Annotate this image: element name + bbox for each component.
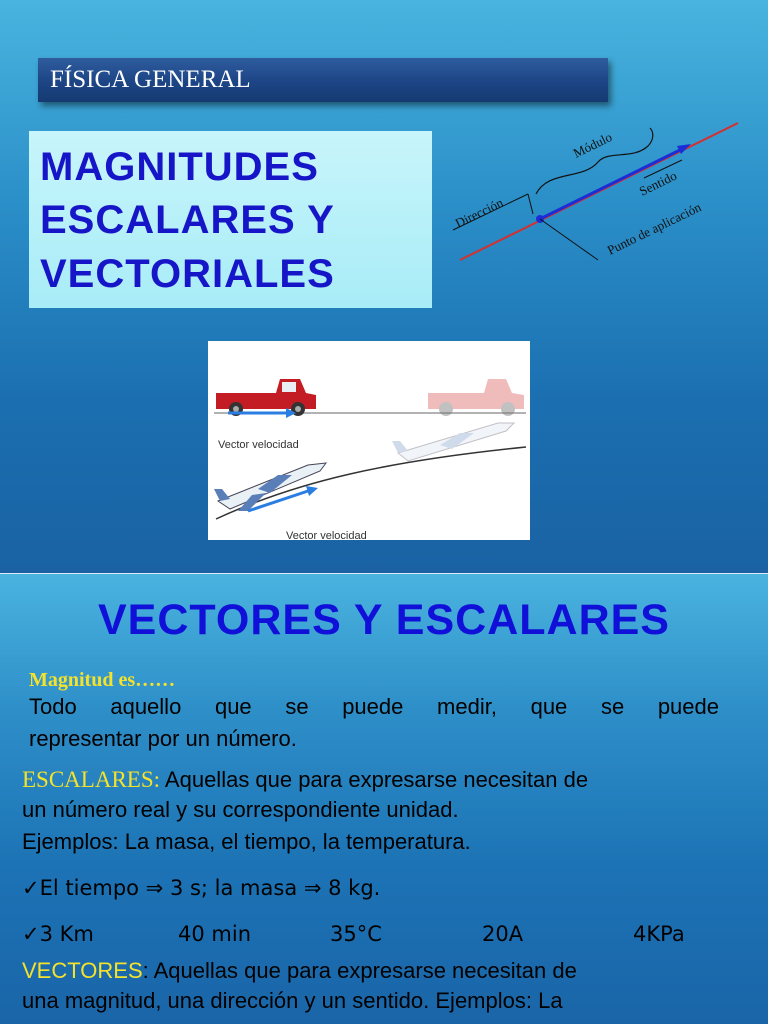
example-20a: 20A	[482, 922, 524, 946]
label-vector-velocidad-plane: Vector velocidad	[286, 530, 367, 540]
title-line-2: ESCALARES Y	[40, 198, 335, 242]
vectores-text-1: : Aquellas que para expresarse necesitan de	[142, 958, 577, 983]
escalares-line-2: un número real y su correspondiente unidad.	[22, 797, 459, 822]
magnitud-line-1: Todo aquello que se puede medir, que se puede	[29, 694, 719, 719]
vectores-line-2: una magnitud, una dirección y un sentido. Ejemplos: La	[22, 988, 563, 1013]
escalares-line-1	[22, 767, 588, 793]
course-banner	[38, 58, 608, 102]
example-4kpa: 4KPa	[633, 922, 685, 946]
slide-heading: VECTORES Y ESCALARES	[98, 596, 670, 644]
label-direccion: Dirección	[452, 194, 506, 231]
magnitud-label-text: Magnitud es……	[29, 669, 176, 691]
red-truck-icon	[216, 379, 316, 416]
example-line-1: ✓El tiempo ⇒ 3 s; la masa ⇒ 8 kg.	[22, 876, 381, 900]
example-3km: ✓3 Km	[22, 922, 94, 946]
title-box	[29, 131, 432, 308]
escalares-label: ESCALARES:	[22, 767, 161, 792]
magnitud-line-2: representar por un número.	[29, 726, 297, 751]
slide-2	[0, 574, 768, 1024]
title-line-1: MAGNITUDES	[40, 145, 319, 189]
title-line-3: VECTORIALES	[40, 252, 335, 296]
course-title: FÍSICA GENERAL	[50, 66, 251, 93]
label-punto-aplicacion: Punto de aplicación	[604, 199, 704, 258]
vectores-line-1	[22, 958, 577, 984]
example-40min: 40 min	[178, 922, 251, 946]
vector-diagram	[448, 110, 748, 270]
vectores-label: VECTORES	[22, 958, 143, 983]
example-35c: 35°C	[330, 922, 382, 946]
label-modulo: Módulo	[570, 129, 615, 161]
velocity-illustration	[208, 341, 530, 540]
label-vector-velocidad-car: Vector velocidad	[218, 439, 299, 451]
magnitud-label	[29, 666, 175, 692]
faded-truck-icon	[428, 379, 524, 416]
escalares-text-1: Aquellas que para expresarse necesitan de	[160, 767, 589, 792]
label-sentido: Sentido	[636, 167, 680, 199]
escalares-line-3: Ejemplos: La masa, el tiempo, la temperatura.	[22, 829, 471, 854]
